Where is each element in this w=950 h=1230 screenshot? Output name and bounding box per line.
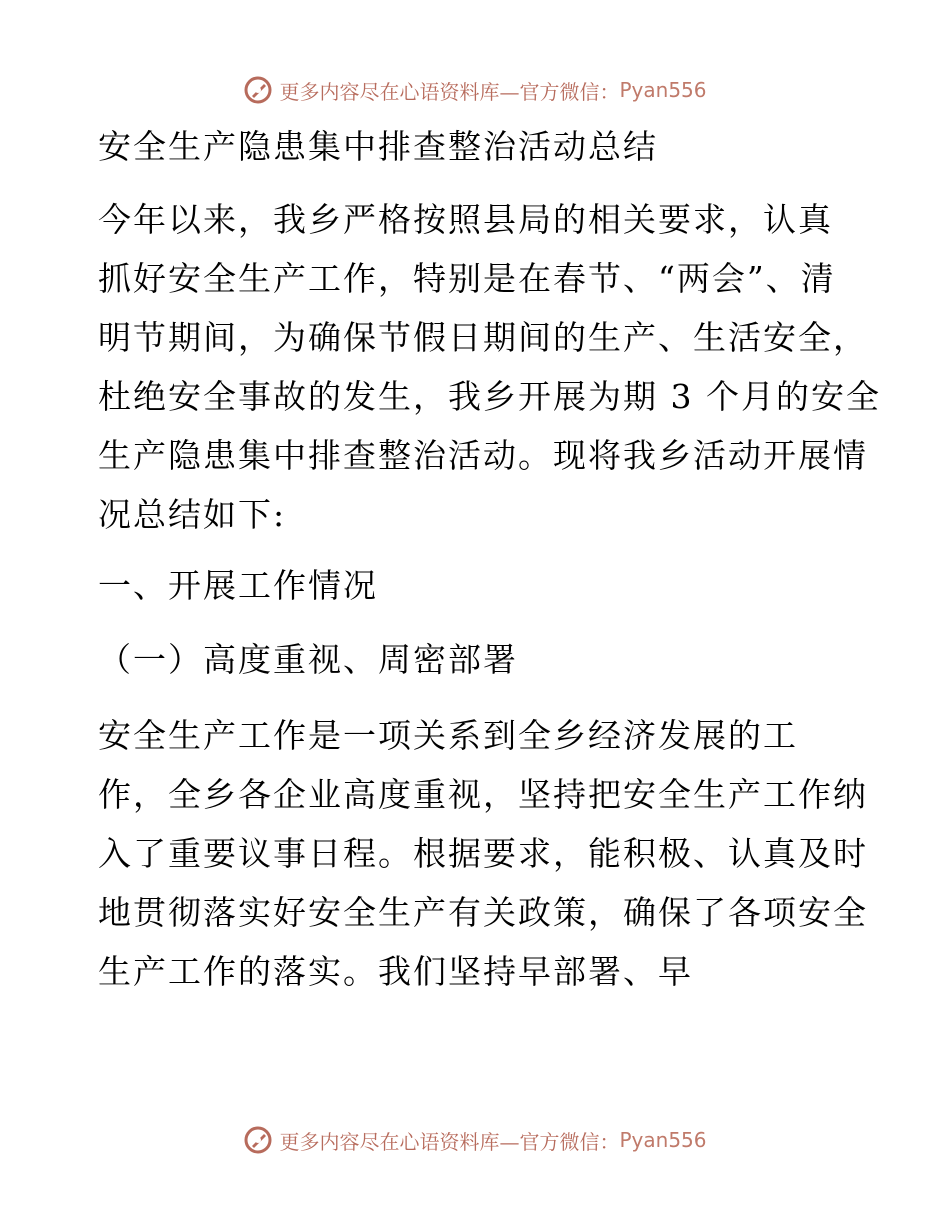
paragraph1-line: 生产隐患集中排查整治活动。现将我乡活动开展情 bbox=[98, 436, 868, 475]
watermark-footer bbox=[0, 1120, 950, 1160]
watermark-logo-icon bbox=[243, 75, 273, 105]
paragraph1-line: 况总结如下: bbox=[98, 495, 287, 534]
watermark-header bbox=[0, 70, 950, 110]
watermark-id: Pyan556 bbox=[619, 1128, 707, 1152]
paragraph1-line: 明节期间，为确保节假日期间的生产、生活安全， bbox=[98, 318, 868, 357]
subsection-heading: （一）高度重视、周密部署 bbox=[98, 640, 518, 679]
paragraph2-line: 安全生产工作是一项关系到全乡经济发展的工 bbox=[98, 716, 798, 755]
document-title: 安全生产隐患集中排查整治活动总结 bbox=[98, 127, 658, 166]
watermark-id: Pyan556 bbox=[619, 78, 707, 102]
paragraph2-line: 入了重要议事日程。根据要求，能积极、认真及时 bbox=[98, 834, 868, 873]
paragraph2-line: 生产工作的落实。我们坚持早部署、早 bbox=[98, 952, 693, 991]
section-heading: 一、开展工作情况 bbox=[98, 566, 378, 605]
watermark-logo-icon bbox=[243, 1125, 273, 1155]
watermark-text: 更多内容尽在心语资料库—官方微信： bbox=[279, 1129, 620, 1154]
paragraph1-line: 今年以来，我乡严格按照县局的相关要求，认真 bbox=[98, 200, 833, 239]
paragraph1-line: 抓好安全生产工作，特别是在春节、“两会”、清 bbox=[98, 259, 836, 298]
watermark-text: 更多内容尽在心语资料库—官方微信： bbox=[279, 79, 620, 104]
paragraph2-line: 地贯彻落实好安全生产有关政策，确保了各项安全 bbox=[98, 893, 868, 932]
paragraph2-line: 作，全乡各企业高度重视，坚持把安全生产工作纳 bbox=[98, 775, 868, 814]
paragraph1-line: 杜绝安全事故的发生，我乡开展为期 3 个月的安全 bbox=[98, 377, 881, 416]
